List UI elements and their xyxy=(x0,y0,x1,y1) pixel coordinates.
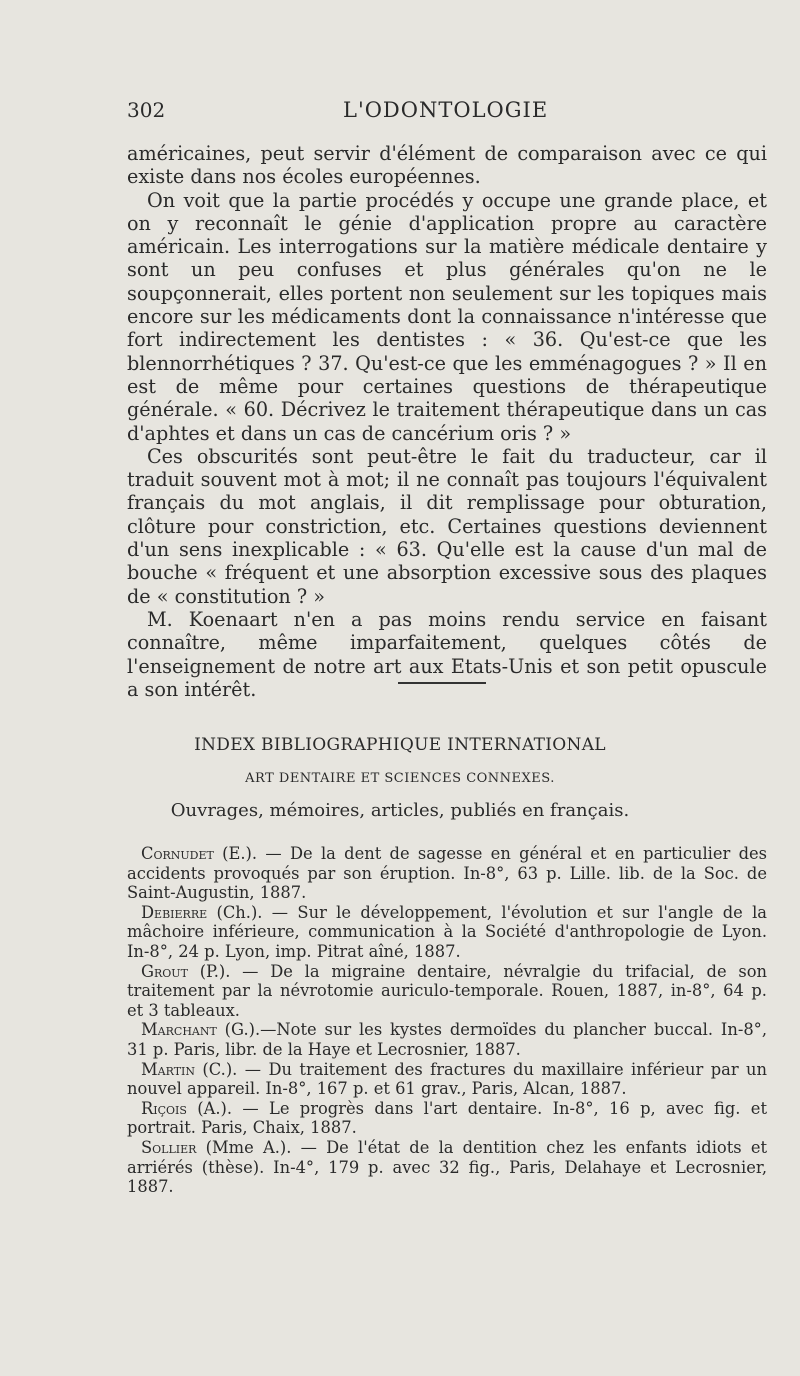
entry-author: Riçois xyxy=(141,1098,187,1118)
bibliography-entry xyxy=(127,1020,767,1059)
section-divider xyxy=(398,682,486,684)
bibliography-entry xyxy=(127,1099,767,1138)
index-subtitle: ART DENTAIRE ET SCIENCES CONNEXES. xyxy=(245,771,555,786)
entry-author: Martin xyxy=(141,1059,196,1079)
bibliography-entry xyxy=(127,844,767,903)
entry-details: (E.). — De la dent de sagesse en général et en particulier des accidents provoqués par son éruption. In-8°, 63 p. Lille. lib. de la Soc. de Saint-Augustin, 1887. xyxy=(127,844,767,903)
page-header xyxy=(127,96,767,126)
entry-details: (G.).—Note sur les kystes dermoïdes du plancher buccal. In-8°, 31 p. Paris, libr. de la Haye et Lecrosnier, 1887. xyxy=(127,1020,767,1059)
entry-author: Grout xyxy=(141,961,188,981)
bibliography-entry xyxy=(127,1138,767,1197)
bibliography-entry xyxy=(127,1060,767,1099)
paragraph: américaines, peut servir d'élément de comparaison avec ce qui existe dans nos écoles européennes. xyxy=(127,142,767,189)
entry-author: Marchant xyxy=(141,1020,217,1040)
entry-author: Sollier xyxy=(141,1137,197,1157)
entry-details: (P.). — De la migraine dentaire, névralgie du trifacial, de son traitement par la névrotomie auriculo-temporale. Rouen, 1887, in-8°, 64 p. et 3 tableaux. xyxy=(127,961,767,1020)
running-title: L'ODONTOLOGIE xyxy=(343,98,549,122)
index-title: INDEX BIBLIOGRAPHIQUE INTERNATIONAL xyxy=(194,735,606,755)
index-subtitle-2: Ouvrages, mémoires, articles, publiés en français. xyxy=(170,800,630,821)
entry-author: Debierre xyxy=(141,902,208,922)
bibliography-entry xyxy=(127,962,767,1021)
paragraph: Ces obscurités sont peut-être le fait du traducteur, car il traduit souvent mot à mot; il ne connaît pas toujours l'équivalent français du mot anglais, il dit remplissage pour obturation, clôture pour constriction, etc. Certaines questions deviennent d'un sens inexplicable : « 63. Qu'elle est la cause d'un mal de bouche « fréquent et une absorption excessive sous des plaques de « constitution ? » xyxy=(127,444,767,608)
article-body xyxy=(127,142,767,701)
entry-details: (C.). — Du traitement des fractures du maxillaire inférieur par un nouvel appareil. In-8°, 167 p. et 61 grav., Paris, Alcan, 1887. xyxy=(127,1059,767,1099)
bibliography-entry xyxy=(127,903,767,962)
bibliography-list xyxy=(127,844,767,1197)
page-number: 302 xyxy=(127,98,166,122)
entry-author: Cornudet xyxy=(141,844,214,863)
paragraph: M. Koenaart n'en a pas moins rendu service en faisant connaître, même imparfaitement, quelques côtés de l'enseignement de notre art aux Etats-Unis et son petit opuscule a son intérêt. xyxy=(127,607,767,701)
entry-details: (A.). — Le progrès dans l'art dentaire. In-8°, 16 p, avec fig. et portrait. Paris, Chaix, 1887. xyxy=(127,1098,767,1138)
entry-details: (Ch.). — Sur le développement, l'évolution et sur l'angle de la mâchoire inférieure, communication à la Société d'anthropologie de Lyon. In-8°, 24 p. Lyon, imp. Pitrat aîné, 1887. xyxy=(127,902,767,961)
paragraph: On voit que la partie procédés y occupe une grande place, et on y reconnaît le génie d'application propre au caractère américain. Les interrogations sur la matière médicale dentaire y sont un peu confuses et plus générales qu'on ne le soupçonnerait, elles portent non seulement sur les topiques mais encore sur les médicaments dont la connaissance n'intéresse que fort indirectement les dentistes : « 36. Qu'est-ce que les blennorrhétiques ? 37. Qu'est-ce que les emménagogues ? » Il en est de même pour certaines questions de thérapeutique générale. « 60. Décrivez le traitement thérapeutique dans un cas d'aphtes et dans un cas de cancérium oris ? » xyxy=(127,188,767,445)
entry-details: (Mme A.). — De l'état de la dentition chez les enfants idiots et arriérés (thèse). In-4°, 179 p. avec 32 fig., Paris, Delahaye et Lecrosnier, 1887. xyxy=(127,1137,767,1197)
